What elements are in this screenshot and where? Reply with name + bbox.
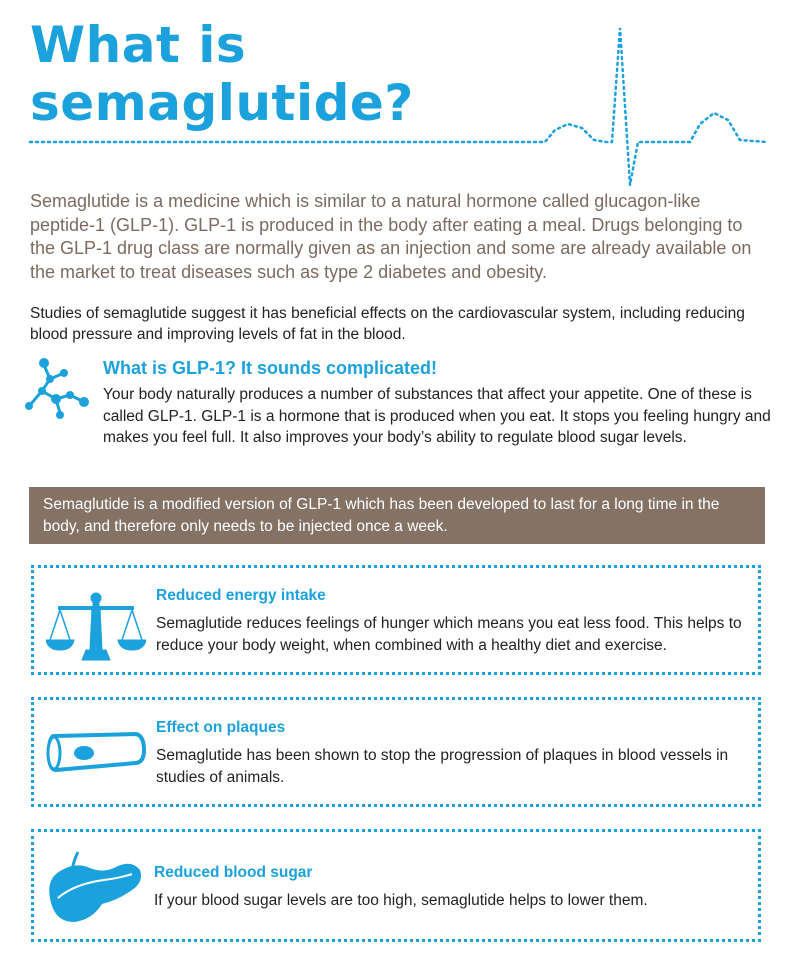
card-text: If your blood sugar levels are too high, semaglutide helps to lower them.: [154, 892, 648, 909]
title-line-1: What is: [30, 16, 247, 74]
pancreas-icon: [44, 848, 144, 928]
scales-icon: [46, 588, 146, 663]
card-reduced-blood-sugar: [31, 829, 761, 942]
card-reduced-energy-intake: [31, 565, 761, 675]
card-title: Effect on plaques: [156, 719, 286, 736]
intro-paragraph: Semaglutide is a medicine which is similar to a natural hormone called glucagon-like peptide-1 (GLP-1). GLP-1 is produced in the body after eating a meal. Drugs belonging to the GLP-1 drug class are normally given as an injection and some are already available on the market to treat diseases such as type 2 diabetes and obesity.: [30, 191, 752, 282]
highlight-box: [29, 487, 765, 544]
highlight-text: Semaglutide is a modified version of GLP-1 which has been developed to last for a long time in the body, and therefore only needs to be injected once a week.: [43, 496, 720, 535]
card-title: Reduced blood sugar: [154, 864, 313, 881]
card-text: Semaglutide has been shown to stop the progression of plaques in blood vessels in studies of animals.: [156, 747, 729, 786]
glp1-text: Your body naturally produces a number of substances that affect your appetite. One of these is called GLP-1. GLP-1 is a hormone that is produced when you eat. It stops you feeling hungry and makes you feel full. It also improves your body’s ability to regulate blood sugar levels.: [103, 386, 771, 446]
card-title: Reduced energy intake: [156, 587, 326, 604]
studies-paragraph: Studies of semaglutide suggest it has beneficial effects on the cardiovascular system, including reducing blood pressure and improving levels of fat in the blood.: [30, 305, 745, 343]
blood-vessel-icon: [44, 728, 149, 778]
glp1-heading: What is GLP-1? It sounds complicated!: [103, 358, 438, 378]
title-line-2: semaglutide?: [30, 74, 414, 132]
heartbeat-line-icon: [0, 0, 802, 200]
molecule-icon: [22, 355, 94, 425]
card-effect-on-plaques: [31, 697, 761, 807]
card-text: Semaglutide reduces feelings of hunger which means you eat less food. This helps to reduce your body weight, when combined with a healthy diet and exercise.: [156, 615, 742, 654]
